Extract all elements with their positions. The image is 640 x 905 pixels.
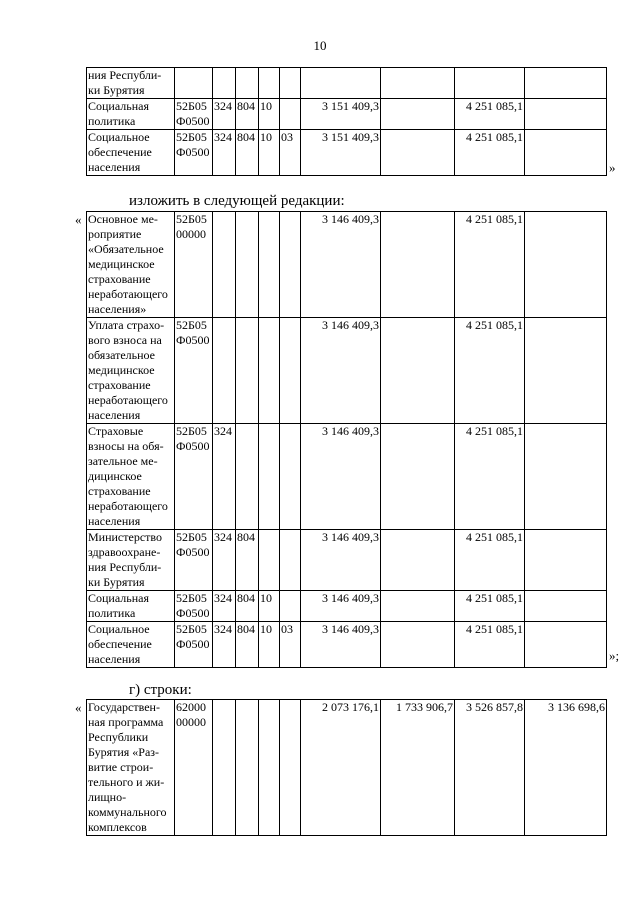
- cell-subsection: [259, 700, 280, 836]
- cell-name: Страховые взносы на обя- зательное ме- дицинское страхование неработающего населения: [87, 424, 175, 530]
- cell-expense-type: [280, 68, 301, 99]
- cell-subsection: [259, 530, 280, 591]
- cell-target-article: 52Б05 Ф0500: [175, 130, 213, 176]
- cell-name: Социальное обеспечение населения: [87, 130, 175, 176]
- cell-section: 804: [236, 99, 259, 130]
- cell-section: 804: [236, 130, 259, 176]
- close-quote-2: »;: [609, 648, 620, 663]
- cell-amount-year1-extra: [381, 622, 455, 668]
- cell-amount-year2-extra: 3 136 698,6: [525, 700, 607, 836]
- cell-expense-type: 03: [280, 622, 301, 668]
- cell-name: Государствен- ная программа Республики Бурятия «Раз- витие строи- тельного и жи- лищно- коммунального комплексов: [87, 700, 175, 836]
- cell-grbs: 324: [213, 591, 236, 622]
- cell-expense-type: 03: [280, 130, 301, 176]
- cell-amount-year1-extra: [381, 99, 455, 130]
- cell-section: [236, 318, 259, 424]
- cell-amount-year2-extra: [525, 68, 607, 99]
- cell-subsection: 10: [259, 99, 280, 130]
- cell-amount-year2: 4 251 085,1: [455, 591, 525, 622]
- table-row: [87, 424, 607, 530]
- cell-amount-year2: 4 251 085,1: [455, 130, 525, 176]
- cell-amount-year1-extra: 1 733 906,7: [381, 700, 455, 836]
- cell-target-article: 52Б05 Ф0500: [175, 622, 213, 668]
- cell-amount-year1: 3 146 409,3: [301, 212, 381, 318]
- cell-grbs: [213, 68, 236, 99]
- cell-amount-year2-extra: [525, 212, 607, 318]
- cell-amount-year1-extra: [381, 318, 455, 424]
- cell-amount-year1-extra: [381, 591, 455, 622]
- cell-section: [236, 424, 259, 530]
- cell-section: [236, 212, 259, 318]
- cell-grbs: 324: [213, 424, 236, 530]
- cell-expense-type: [280, 99, 301, 130]
- cell-name: ния Республи- ки Бурятия: [87, 68, 175, 99]
- cell-amount-year1-extra: [381, 130, 455, 176]
- cell-expense-type: [280, 700, 301, 836]
- cell-amount-year1: 3 146 409,3: [301, 424, 381, 530]
- cell-subsection: [259, 212, 280, 318]
- page-number: 10: [313, 38, 327, 53]
- cell-subsection: [259, 318, 280, 424]
- cell-amount-year2-extra: [525, 99, 607, 130]
- cell-subsection: 10: [259, 130, 280, 176]
- cell-grbs: 324: [213, 622, 236, 668]
- cell-target-article: 52Б05 Ф0500: [175, 318, 213, 424]
- cell-target-article: [175, 68, 213, 99]
- cell-section: 804: [236, 530, 259, 591]
- cell-target-article: 62000 00000: [175, 700, 213, 836]
- cell-expense-type: [280, 318, 301, 424]
- cell-amount-year2-extra: [525, 130, 607, 176]
- cell-grbs: [213, 318, 236, 424]
- cell-target-article: 52Б05 Ф0500: [175, 591, 213, 622]
- cell-subsection: [259, 424, 280, 530]
- table-row: [87, 622, 607, 668]
- cell-name: Социальная политика: [87, 99, 175, 130]
- budget-table-3: [86, 699, 607, 836]
- table-body-1: [87, 68, 607, 176]
- cell-section: 804: [236, 622, 259, 668]
- table-row: [87, 212, 607, 318]
- cell-name: Основное ме- роприятие «Обязательное медицинское страхование неработающего населения»: [87, 212, 175, 318]
- cell-target-article: 52Б05 00000: [175, 212, 213, 318]
- cell-amount-year2: 4 251 085,1: [455, 622, 525, 668]
- table-row: [87, 591, 607, 622]
- cell-expense-type: [280, 212, 301, 318]
- cell-amount-year2-extra: [525, 622, 607, 668]
- table-row: [87, 530, 607, 591]
- cell-name: Социальная политика: [87, 591, 175, 622]
- cell-amount-year2: 4 251 085,1: [455, 99, 525, 130]
- cell-amount-year1-extra: [381, 530, 455, 591]
- cell-amount-year1-extra: [381, 424, 455, 530]
- cell-grbs: [213, 700, 236, 836]
- cell-expense-type: [280, 424, 301, 530]
- cell-amount-year1: 3 146 409,3: [301, 591, 381, 622]
- cell-amount-year2: 4 251 085,1: [455, 530, 525, 591]
- table-row: [87, 318, 607, 424]
- cell-section: 804: [236, 591, 259, 622]
- cell-amount-year2: 3 526 857,8: [455, 700, 525, 836]
- cell-section: [236, 68, 259, 99]
- cell-amount-year1: [301, 68, 381, 99]
- cell-amount-year1-extra: [381, 68, 455, 99]
- cell-amount-year1: 2 073 176,1: [301, 700, 381, 836]
- cell-grbs: [213, 212, 236, 318]
- cell-grbs: 324: [213, 530, 236, 591]
- table-row: [87, 68, 607, 99]
- cell-expense-type: [280, 530, 301, 591]
- cell-amount-year1: 3 146 409,3: [301, 622, 381, 668]
- table-row: [87, 130, 607, 176]
- cell-amount-year1: 3 151 409,3: [301, 99, 381, 130]
- cell-target-article: 52Б05 Ф0500: [175, 99, 213, 130]
- cell-amount-year2-extra: [525, 318, 607, 424]
- budget-table-1: [86, 67, 607, 176]
- cell-amount-year2-extra: [525, 530, 607, 591]
- cell-subsection: 10: [259, 622, 280, 668]
- cell-name: Уплата страхо- вого взноса на обязательное медицинское страхование неработающего населения: [87, 318, 175, 424]
- close-quote-1: »: [609, 160, 616, 175]
- cell-target-article: 52Б05 Ф0500: [175, 424, 213, 530]
- cell-amount-year1: 3 146 409,3: [301, 318, 381, 424]
- cell-amount-year2-extra: [525, 424, 607, 530]
- open-quote-3: «: [75, 700, 82, 715]
- cell-amount-year2: [455, 68, 525, 99]
- cell-amount-year1-extra: [381, 212, 455, 318]
- table-body-2: [87, 212, 607, 668]
- budget-table-2: [86, 211, 607, 668]
- cell-subsection: 10: [259, 591, 280, 622]
- cell-target-article: 52Б05 Ф0500: [175, 530, 213, 591]
- section-heading-1: изложить в следующей редакции:: [129, 193, 345, 209]
- cell-expense-type: [280, 591, 301, 622]
- cell-name: Социальное обеспечение населения: [87, 622, 175, 668]
- section-heading-2: г) строки:: [129, 682, 192, 698]
- table-body-3: [87, 700, 607, 836]
- cell-amount-year1: 3 146 409,3: [301, 530, 381, 591]
- table-row: [87, 700, 607, 836]
- cell-subsection: [259, 68, 280, 99]
- cell-section: [236, 700, 259, 836]
- table-row: [87, 99, 607, 130]
- cell-grbs: 324: [213, 130, 236, 176]
- cell-amount-year1: 3 151 409,3: [301, 130, 381, 176]
- open-quote-2: «: [75, 212, 82, 227]
- cell-amount-year2: 4 251 085,1: [455, 424, 525, 530]
- cell-amount-year2: 4 251 085,1: [455, 318, 525, 424]
- cell-grbs: 324: [213, 99, 236, 130]
- cell-amount-year2-extra: [525, 591, 607, 622]
- cell-name: Министерство здравоохране- ния Республи- ки Бурятия: [87, 530, 175, 591]
- cell-amount-year2: 4 251 085,1: [455, 212, 525, 318]
